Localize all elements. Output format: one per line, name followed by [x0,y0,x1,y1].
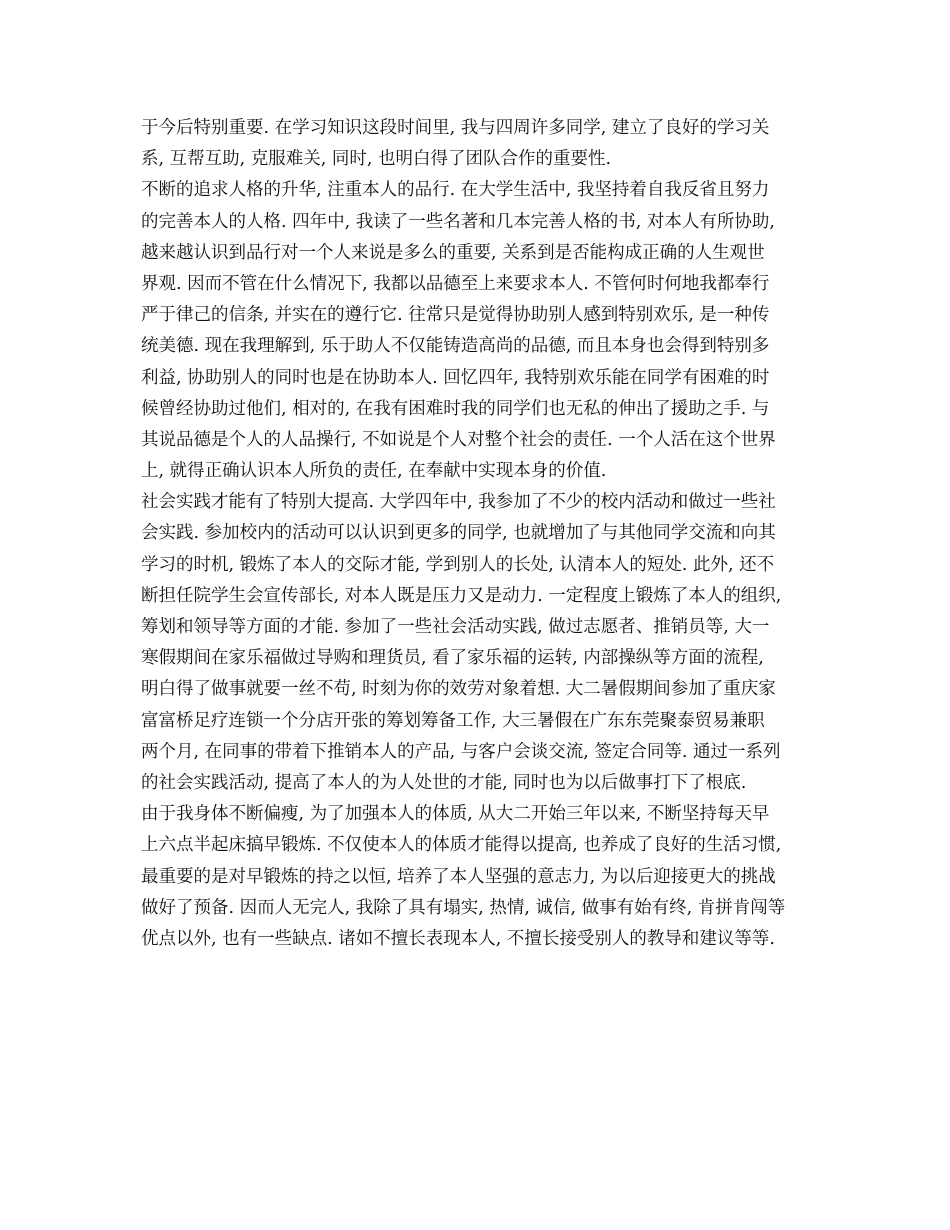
text-line: 优点以外, 也有一些缺点. 诸如不擅长表现本人, 不擅长接受别人的教导和建议等等. [141,928,775,949]
text-line: 做好了预备. 因而人无完人, 我除了具有塌实, 热情, 诚信, 做事有始有终, 肯拼肯闯等 [141,897,786,918]
text-line: 学习的时机, 锻炼了本人的交际才能, 学到别人的长处, 认清本人的短处. 此外, 还不 [141,554,775,575]
text-line: 的社会实践活动, 提高了本人的为人处世的才能, 同时也为以后做事打下了根底. [141,772,747,793]
text-line: 会实践. 参加校内的活动可以认识到更多的同学, 也就增加了与其他同学交流和向其 [141,523,776,544]
text-line: 明白得了做事就要一丝不苟, 时刻为你的效劳对象着想. 大二暑假期间参加了重庆家 [141,679,776,700]
text-line: 寒假期间在家乐福做过导购和理货员, 看了家乐福的运转, 内部操纵等方面的流程, [141,648,764,669]
text-line: 候曾经协助过他们, 相对的, 在我有困难时我的同学们也无私的伸出了援助之手. 与 [141,398,770,419]
text-line: 不断的追求人格的升华, 注重本人的品行. 在大学生活中, 我坚持着自我反省且努力 [141,180,770,201]
text-line: 界观. 因而不管在什么情况下, 我都以品德至上来要求本人. 不管何时何地我都奉行 [141,273,770,294]
text-line: 上六点半起床搞早锻炼. 不仅使本人的体质才能得以提高, 也养成了良好的生活习惯, [141,835,782,856]
text-line: 系, 互帮互助, 克服难关, 同时, 也明白得了团队合作的重要性. [141,149,612,170]
text-line: 利益, 协助别人的同时也是在协助本人. 回忆四年, 我特别欢乐能在同学有困难的时 [141,367,770,388]
text-line: 其说品德是个人的人品操行, 不如说是个人对整个社会的责任. 一个人活在这个世界 [141,429,776,450]
text-line: 断担任院学生会宣传部长, 对本人既是压力又是动力. 一定程度上锻炼了本人的组织, [141,585,782,606]
text-line: 最重要的是对早锻炼的持之以恒, 培养了本人坚强的意志力, 为以后迎接更大的挑战 [141,866,776,887]
text-line: 越来越认识到品行对一个人来说是多么的重要, 关系到是否能构成正确的人生观世 [141,242,765,263]
body-text [141,113,821,955]
text-line: 于今后特别重要. 在学习知识这段时间里, 我与四周许多同学, 建立了良好的学习关 [141,118,770,138]
text-line: 筹划和领导等方面的才能. 参加了一些社会活动实践, 做过志愿者、推销员等, 大一 [141,617,770,637]
text-line: 统美德. 现在我理解到, 乐于助人不仅能铸造高尚的品德, 而且本身也会得到特别多 [141,336,770,357]
text-line: 上, 就得正确认识本人所负的责任, 在奉献中实现本身的价值. [141,461,607,482]
text-line: 的完善本人的人格. 四年中, 我读了一些名著和几本完善人格的书, 对本人有所协助, [141,211,775,232]
text-line: 两个月, 在同事的带着下推销本人的产品, 与客户会谈交流, 签定合同等. 通过一系列 [141,741,781,762]
text-line: 富富桥足疗连锁一个分店开张的筹划筹备工作, 大三暑假在广东东莞聚泰贸易兼职 [141,710,765,731]
text-line: 社会实践才能有了特别大提高. 大学四年中, 我参加了不少的校内活动和做过一些社 [141,492,776,513]
text-line: 由于我身体不断偏瘦, 为了加强本人的体质, 从大二开始三年以来, 不断坚持每天早 [141,804,770,825]
text-line: 严于律己的信条, 并实在的遵行它. 往常只是觉得协助别人感到特别欢乐, 是一种传 [141,305,770,326]
